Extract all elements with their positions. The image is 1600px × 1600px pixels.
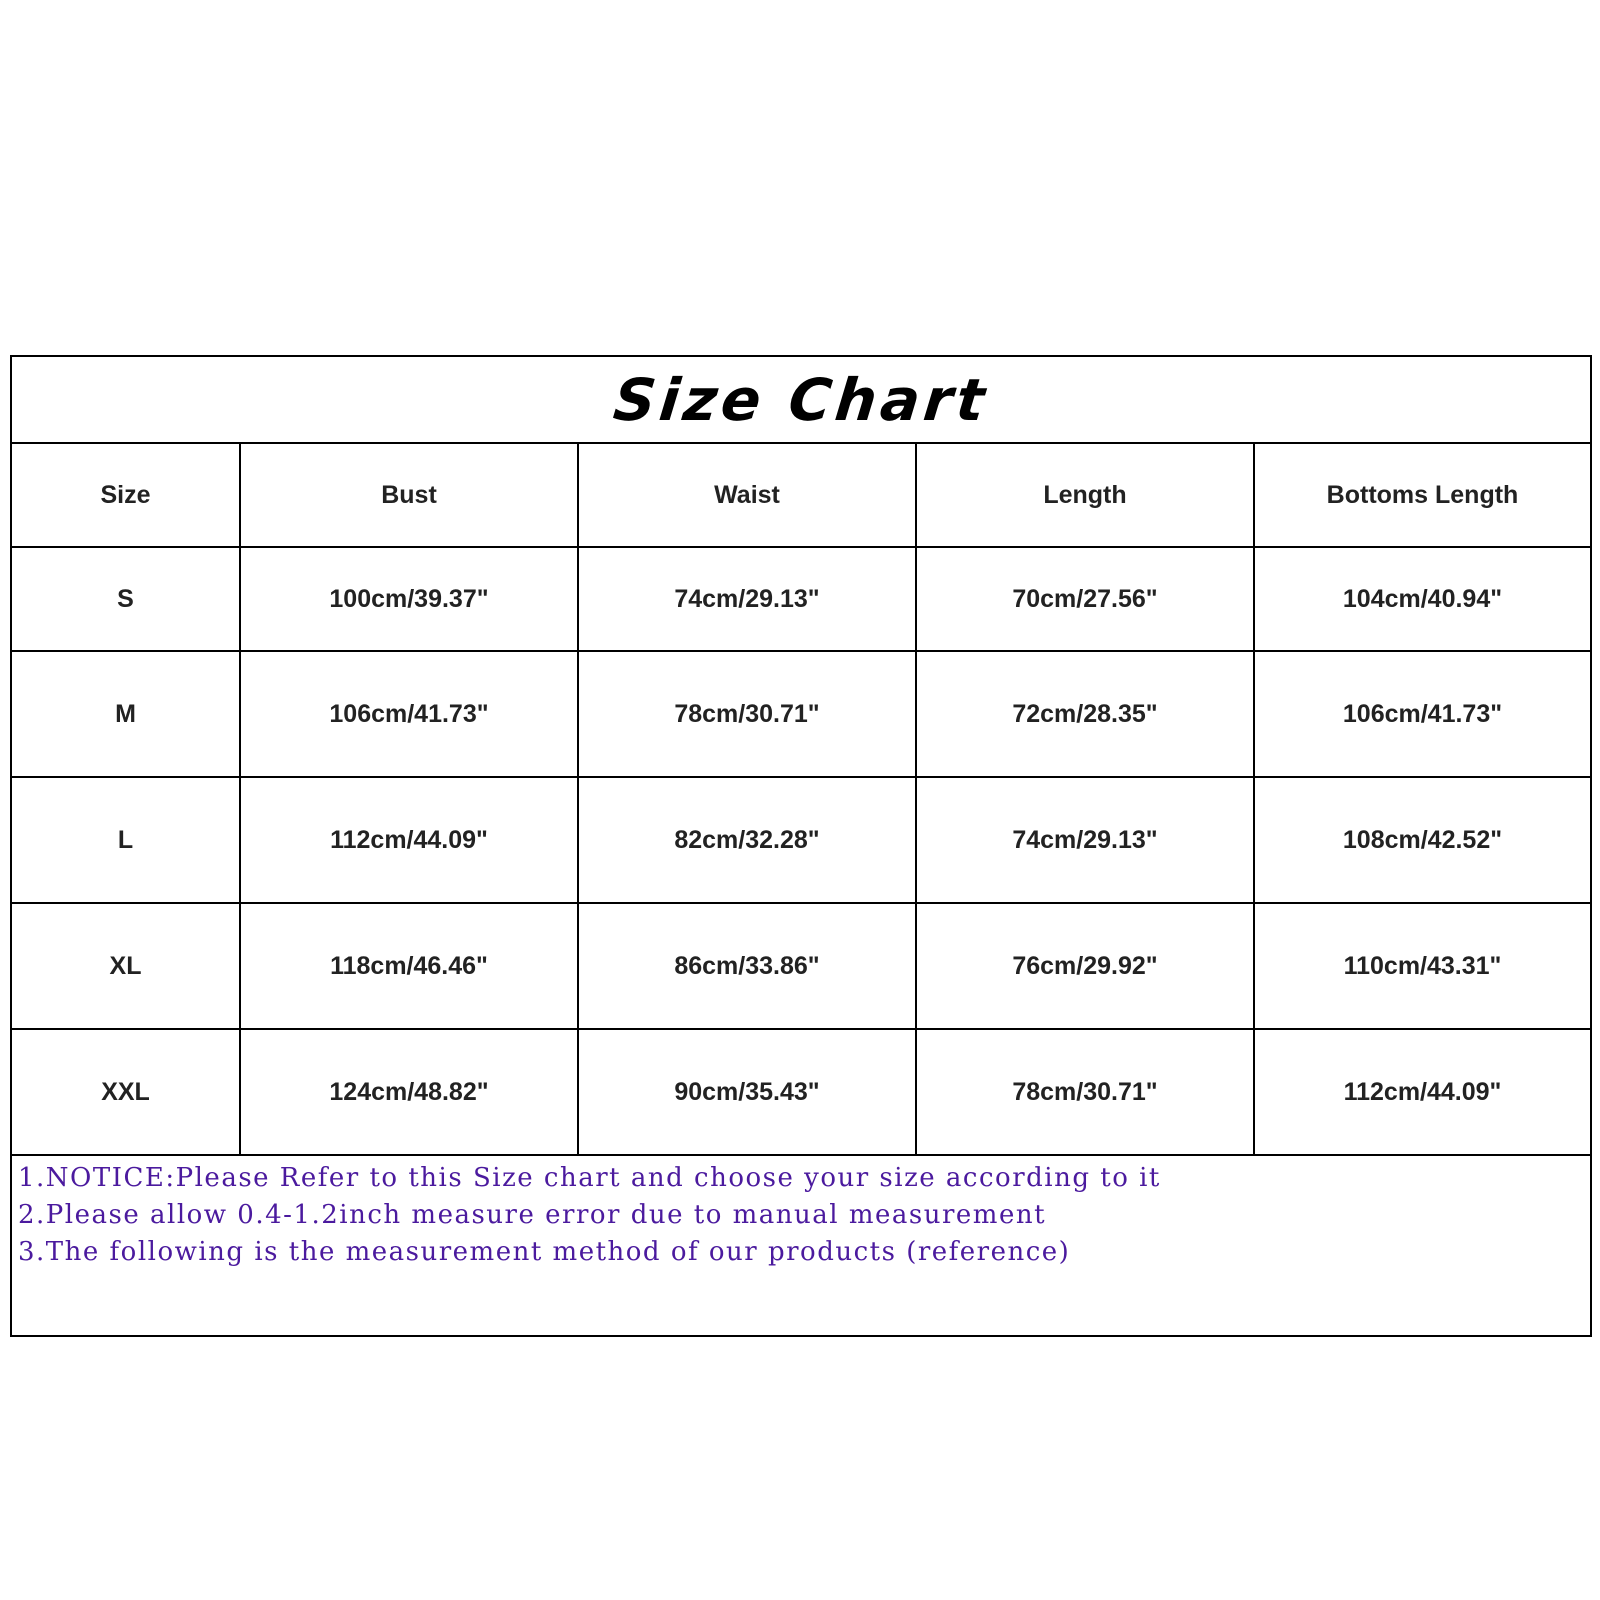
size-table — [12, 444, 1590, 1156]
title-row — [12, 357, 1590, 444]
cell-bottoms-length: 104cm/40.94" — [1254, 547, 1590, 651]
header-bottoms-length: Bottoms Length — [1254, 444, 1590, 547]
table-row — [12, 547, 1590, 651]
table-row — [12, 651, 1590, 777]
cell-bust: 100cm/39.37" — [240, 547, 578, 651]
cell-bust: 118cm/46.46" — [240, 903, 578, 1029]
header-size: Size — [12, 444, 240, 547]
table-row — [12, 777, 1590, 903]
note-line: 1.NOTICE:Please Refer to this Size chart and choose your size according to it — [18, 1163, 1161, 1193]
cell-waist: 90cm/35.43" — [578, 1029, 916, 1155]
table-row — [12, 903, 1590, 1029]
cell-size: XXL — [12, 1029, 240, 1155]
cell-size: XL — [12, 903, 240, 1029]
cell-size: S — [12, 547, 240, 651]
cell-size: L — [12, 777, 240, 903]
table-row — [12, 1029, 1590, 1155]
header-bust: Bust — [240, 444, 578, 547]
size-chart — [10, 355, 1592, 1337]
cell-bust: 124cm/48.82" — [240, 1029, 578, 1155]
cell-waist: 74cm/29.13" — [578, 547, 916, 651]
header-waist: Waist — [578, 444, 916, 547]
note-line: 2.Please allow 0.4-1.2inch measure error due to manual measurement — [18, 1200, 1047, 1230]
cell-bottoms-length: 106cm/41.73" — [1254, 651, 1590, 777]
header-length: Length — [916, 444, 1254, 547]
cell-length: 74cm/29.13" — [916, 777, 1254, 903]
table-header-row — [12, 444, 1590, 547]
notes-section — [12, 1156, 1590, 1275]
cell-waist: 82cm/32.28" — [578, 777, 916, 903]
cell-size: M — [12, 651, 240, 777]
cell-bust: 112cm/44.09" — [240, 777, 578, 903]
note-line: 3.The following is the measurement method of our products (reference) — [18, 1237, 1071, 1267]
cell-waist: 86cm/33.86" — [578, 903, 916, 1029]
cell-bust: 106cm/41.73" — [240, 651, 578, 777]
cell-length: 78cm/30.71" — [916, 1029, 1254, 1155]
cell-length: 72cm/28.35" — [916, 651, 1254, 777]
cell-bottoms-length: 110cm/43.31" — [1254, 903, 1590, 1029]
chart-title: Size Chart — [610, 365, 992, 434]
cell-bottoms-length: 112cm/44.09" — [1254, 1029, 1590, 1155]
cell-waist: 78cm/30.71" — [578, 651, 916, 777]
cell-bottoms-length: 108cm/42.52" — [1254, 777, 1590, 903]
cell-length: 70cm/27.56" — [916, 547, 1254, 651]
cell-length: 76cm/29.92" — [916, 903, 1254, 1029]
